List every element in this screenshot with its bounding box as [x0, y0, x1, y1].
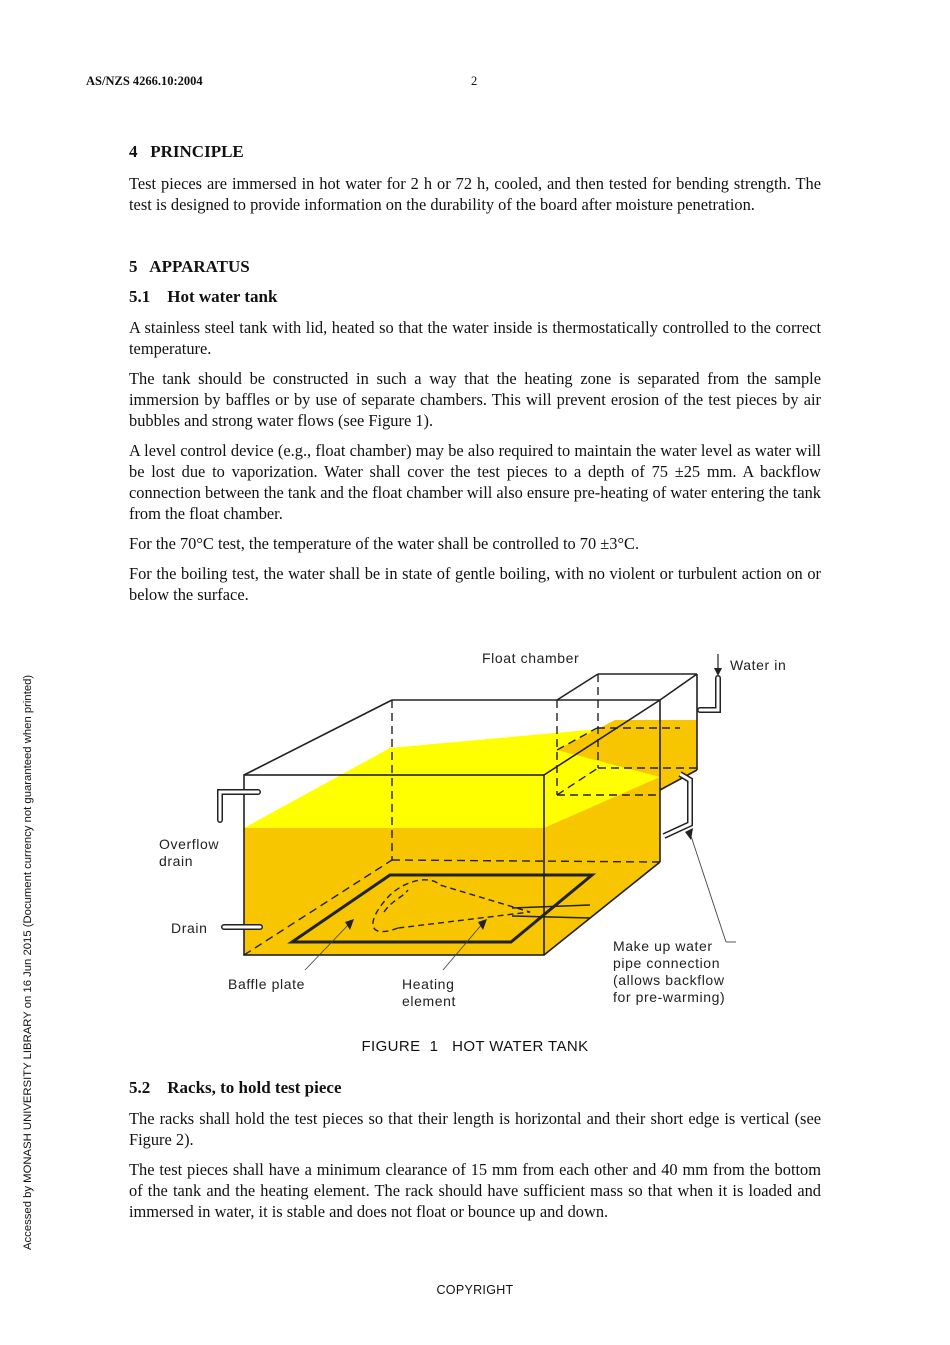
- figure-caption: FIGURE 1 HOT WATER TANK: [361, 1038, 589, 1055]
- label-heating-line1: Heating: [402, 976, 455, 992]
- hot-water-tank-figure: [140, 640, 787, 1020]
- page-number: 2: [471, 74, 478, 88]
- racks-paragraph-1: The racks shall hold the test pieces so that their length is horizontal and their short edge is vertical (see Figure 2).: [129, 1109, 821, 1149]
- label-baffle-plate: Baffle plate: [228, 976, 305, 992]
- label-overflow-line2: drain: [159, 853, 194, 869]
- water-in-pipe: [700, 678, 718, 710]
- tank-paragraph-4: For the 70°C test, the temperature of the water shall be controlled to 70 ±3°C.: [129, 534, 640, 553]
- label-heating-line2: element: [402, 993, 457, 1009]
- section-hot-water-tank: [129, 287, 821, 605]
- label-makeup-line2: pipe connection: [613, 955, 721, 971]
- section-racks: [129, 1078, 821, 1222]
- tank-paragraph-2: The tank should be constructed in such a way that the heating zone is separated from the sample immersion by baffles or by use of separate chambers. This will prevent erosion of the test pieces by air bubbles and strong water flows (see Figure 1).: [129, 369, 821, 430]
- access-note: Accessed by MONASH UNIVERSITY LIBRARY on 16 Jun 2015 (Document currency not guaranteed when printed): [22, 674, 34, 1250]
- tank-paragraph-1: A stainless steel tank with lid, heated so that the water inside is thermostatically controlled to the correct temperature.: [129, 318, 821, 358]
- racks-heading: 5.2 Racks, to hold test piece: [129, 1078, 342, 1097]
- tank-paragraph-5: For the boiling test, the water shall be in state of gentle boiling, with no violent or turbulent action on or below the surface.: [129, 564, 821, 604]
- label-makeup-line1: Make up water: [613, 938, 713, 954]
- standard-number: AS/NZS 4266.10:2004: [86, 74, 203, 88]
- principle-heading: 4 PRINCIPLE: [129, 142, 244, 161]
- section-apparatus: [129, 257, 821, 277]
- principle-text: Test pieces are immersed in hot water for 2 h or 72 h, cooled, and then tested for bending strength. The test is designed to provide information on the durability of the board after moisture penetration.: [129, 174, 821, 214]
- tank-paragraph-3: A level control device (e.g., float chamber) may be also required to maintain the water level as water will be lost due to vaporization. Water shall cover the test pieces to a depth of 75 ±25 mm. A backflow connection between the tank and the float chamber will also ensure pre-heating of water entering the tank from the float chamber.: [129, 441, 821, 523]
- section-principle: [129, 142, 821, 215]
- label-makeup-line4: for pre-warming): [613, 989, 726, 1005]
- apparatus-heading: 5 APPARATUS: [129, 257, 250, 276]
- water-front: [244, 828, 544, 955]
- label-makeup-line3: (allows backflow: [613, 972, 725, 988]
- hot-water-tank-heading: 5.1 Hot water tank: [129, 287, 278, 306]
- copyright-footer: COPYRIGHT: [436, 1283, 514, 1297]
- label-overflow-line1: Overflow: [159, 836, 220, 852]
- label-float-chamber: Float chamber: [482, 650, 580, 666]
- racks-paragraph-2: The test pieces shall have a minimum clearance of 15 mm from each other and 40 mm from the bottom of the tank and the heating element. The rack should have sufficient mass so that when it is loaded and immersed in water, it is stable and does not float or bounce up and down.: [129, 1160, 821, 1221]
- label-drain: Drain: [171, 920, 208, 936]
- overflow-pipe: [220, 792, 258, 820]
- label-water-in: Water in: [730, 657, 787, 673]
